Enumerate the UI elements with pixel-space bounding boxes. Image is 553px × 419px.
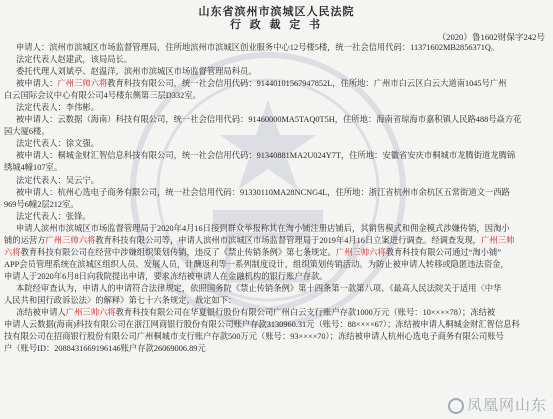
highlighted-name: 广州三帅六将 — [45, 235, 96, 245]
case-number: （2020）鲁1602财保字242号 — [437, 32, 545, 42]
court-title: 山东省滨州市滨城区人民法院 — [198, 6, 355, 18]
document-type-title: 行 政 裁 定 书 — [230, 19, 323, 31]
paragraph-line — [4, 247, 545, 259]
highlighted-name: 六将 — [4, 247, 21, 257]
paragraph-line — [4, 138, 545, 150]
text-segment: 法定代表人：张锋。 — [16, 211, 91, 221]
text-segment: 法定代表人：李伟彬。 — [16, 103, 99, 113]
paragraph-line — [4, 54, 545, 66]
paragraph-line — [4, 319, 545, 331]
text-segment: 教育科技有限公司，统一社会信用代码：91440101567947852L，住所地：广州市白云区白云大道南1045号广州 — [107, 79, 507, 89]
text-segment: 申请人滨州市滨城区市场监督管理局于2020年4月16日接到群众举报称其在淘小铺注册店铺后，其销售模式和佣金模式涉嫌传销，因淘小 — [16, 223, 510, 233]
text-segment: 被申请人：云数据（海南）科技有限公司，统一社会信用代码：91460000MA5TAQ0T5H，住所地：海南省琼海市嘉积镇人民路488号焱方花 — [16, 115, 522, 125]
paragraph-line — [4, 343, 545, 355]
watermark-logo-text: 凤凰网山东 — [466, 397, 547, 414]
paragraph-line — [4, 259, 545, 271]
text-segment: 法定代表人：徐文强。 — [16, 139, 99, 149]
highlighted-name: 广州三帅六将 — [57, 79, 108, 89]
text-segment: 绣城4幢107室。 — [4, 163, 63, 173]
paragraph-line — [4, 283, 545, 295]
text-segment: 技有限公司在招商银行股份有限公司广州桐城市支行账户存款500万元（账号：93××××70）；冻结被申请人杭州心选电子商务有限公司账号 — [4, 332, 504, 342]
text-segment: 本院经审查认为，申请人的申请符合法律规定，依照国务院《禁止传销条例》第十四条第一款第八项、《最高人民法院关于适用〈中华 — [16, 283, 502, 293]
paragraph-line — [4, 307, 545, 319]
paragraph-line — [4, 114, 545, 126]
text-segment: 被申请人：桐城金财汇智信息科技有限公司，统一社会信用代码：91340881MA2U024Y7T，住所地：安徽省安庆市桐城市龙腾街道龙腾锦 — [16, 151, 516, 161]
text-segment: 委托代理人刘斌亭、赵温洋，滨州市滨城区市场监督管理局科员。 — [16, 67, 257, 77]
text-segment: 人民共和国行政诉讼法〉的解释》第七十六条规定，裁定如下： — [4, 295, 237, 305]
highlighted-name: 广州三帅六将 — [65, 308, 116, 318]
paragraph-line — [4, 90, 545, 102]
paragraph-line — [4, 199, 545, 211]
paragraph-line — [4, 331, 545, 343]
paragraph-line — [4, 187, 545, 199]
watermark-logo-icon — [448, 398, 464, 414]
text-segment: 园大厦6楼。 — [4, 127, 50, 137]
highlighted-name: 广州三帅 — [481, 235, 515, 245]
highlighted-name: 广州三帅六将 — [335, 247, 386, 257]
paragraph-line — [4, 271, 545, 283]
text-segment: 被申请人：杭州心选电子商务有限公司，统一社会信用代码：91330110MA28NCNG4L，住所地：浙江省杭州市余杭区五常街道文一西路 — [16, 187, 510, 197]
paragraph-line — [4, 150, 545, 162]
text-segment: 白云国际会议中心有限公司4号楼东侧第三层D332室。 — [4, 91, 201, 101]
paragraph-line — [4, 66, 545, 78]
watermark-logo — [448, 394, 547, 415]
text-segment: APP会员管理系统在滨城区组织人员、发展人员，计酬返利等一系列制度设计，组织策划传销活动。为防止被申请人转移或隐匿违法资金， — [4, 259, 509, 269]
text-segment: 教育科技有限公司通过“淘小铺” — [385, 247, 501, 257]
paragraph-line — [4, 235, 545, 247]
text-segment: 法定代表人：吴云宁。 — [16, 175, 99, 185]
text-segment: 法定代表人赵建武，该局局长。 — [16, 55, 133, 65]
text-segment: 教育科技有限公司在经营中涉嫌组织策划传销，违反了《禁止传销条例》第七条规定。 — [20, 247, 336, 257]
text-segment: 户（账号ID：2088431669196146账户存款26069006.89元 — [4, 344, 206, 354]
paragraph-line — [4, 175, 545, 187]
text-segment: 969号6幢2层212室。 — [4, 199, 79, 209]
text-segment: 冻结被申请人 — [16, 308, 66, 318]
text-segment: 铺的运营方 — [4, 235, 46, 245]
paragraph-line — [4, 42, 545, 54]
text-segment: 申请人于2020年6月8日向我院提出申请，要求冻结被申请人在金融机构的银行账户存款。 — [4, 271, 328, 281]
text-segment: 教育科技有限公司等，申请人滨州市滨城区市场监督管理局于2019年4月16日立案进行调查。经调查发现， — [95, 235, 482, 245]
text-segment: 教育科技有限公司在华夏银行股份有限公司广州白云支行账户存款1000万元（账号：10××××78）；冻结被 — [115, 308, 496, 318]
paragraph-line — [4, 78, 545, 90]
paragraph-line — [4, 295, 545, 307]
paragraph-line — [4, 223, 545, 235]
text-segment: 申请人：滨州市滨城区市场监督管理局，住所地滨州市滨城区创业服务中心12号楼5楼，统一社会信用代码：11371602MB2856371Q。 — [16, 43, 500, 52]
paragraph-line — [4, 211, 545, 223]
paragraph-line — [4, 102, 545, 114]
paragraph-line — [4, 162, 545, 174]
text-segment: 申请人云数据(海南)科技有限公司在浙江网商银行股份有限公司账户存款3130960.31元（账号：88××××67）；冻结被申请人桐城金财汇智信息科 — [4, 320, 520, 330]
document-body — [4, 42, 545, 355]
text-segment: 被申请人： — [16, 79, 58, 89]
paragraph-line — [4, 126, 545, 138]
